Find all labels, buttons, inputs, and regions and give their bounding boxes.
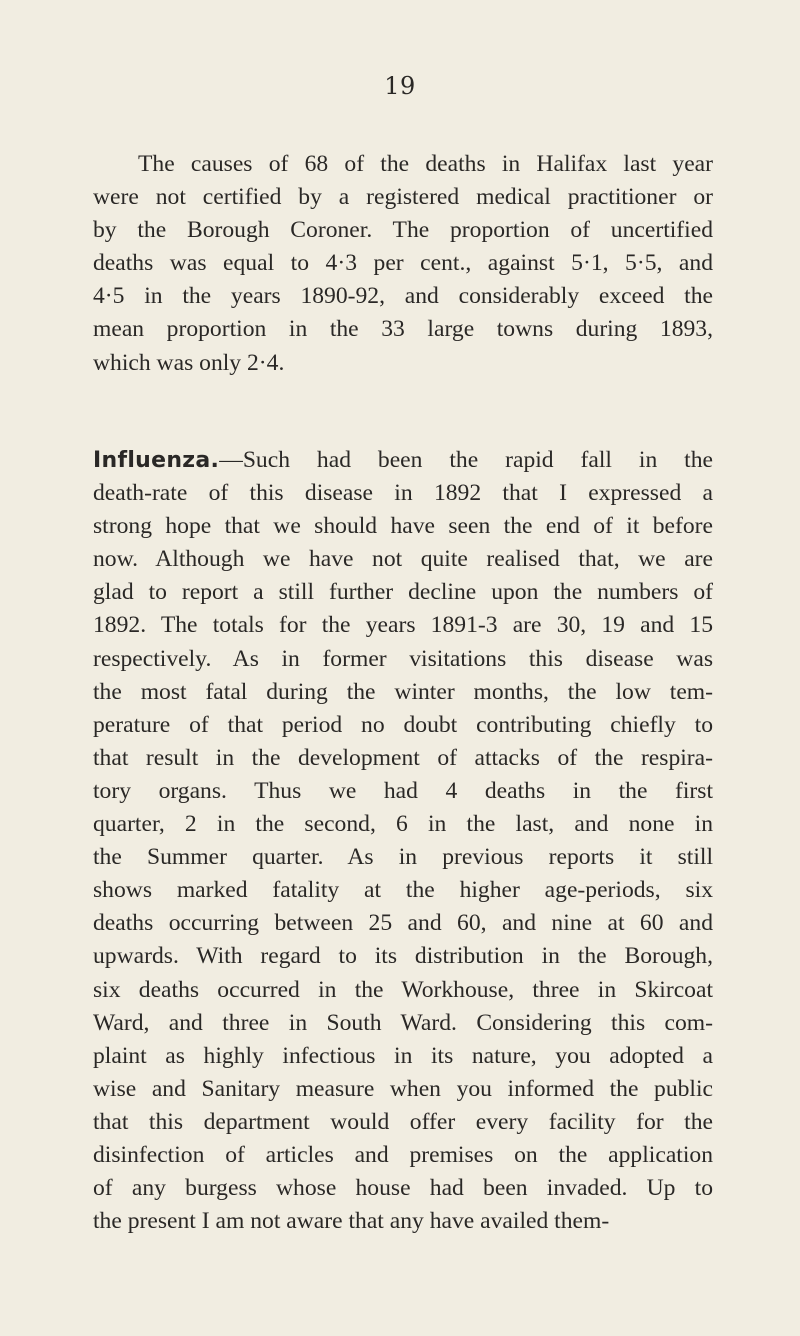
text-line: strong hope that we should have seen the end of it before [93, 513, 713, 540]
text-line: by the Borough Coroner. The proportion of uncertified [93, 217, 713, 244]
text-line: were not certified by a registered medical practitioner or [93, 184, 713, 211]
text-line: the present I am not aware that any have availed them- [93, 1208, 610, 1235]
text-line: quarter, 2 in the second, 6 in the last, and none in [93, 811, 713, 838]
text-line: glad to report a still further decline upon the numbers of [93, 579, 713, 606]
text-line: 4·5 in the years 1890-92, and considerably exceed the [93, 283, 713, 310]
text-line: of any burgess whose house had been invaded. Up to [93, 1175, 713, 1202]
text-line: deaths was equal to 4·3 per cent., against 5·1, 5·5, and [93, 250, 713, 277]
text-line: that result in the development of attacks of the respira- [93, 744, 713, 771]
heading-line-text: —Such had been the rapid fall in the [219, 447, 713, 473]
text-line: upwards. With regard to its distribution in the Borough, [93, 943, 713, 970]
text-line: that this department would offer every facility for the [93, 1108, 713, 1135]
text-line: death-rate of this disease in 1892 that I expressed a [93, 480, 713, 507]
text-line: mean proportion in the 33 large towns during 1893, [93, 316, 713, 343]
text-line: the most fatal during the winter months, the low tem- [93, 678, 713, 705]
text-line: deaths occurring between 25 and 60, and nine at 60 and [93, 910, 713, 937]
text-line: plaint as highly infectious in its nature, you adopted a [93, 1042, 713, 1069]
paragraph-influenza [93, 444, 713, 1238]
paragraph-uncertified-deaths [93, 148, 713, 380]
text-line: perature of that period no doubt contributing chiefly to [93, 711, 713, 738]
text-line: respectively. As in former visitations this disease was [93, 645, 713, 672]
page-number: 19 [384, 72, 416, 100]
text-line: Ward, and three in South Ward. Considering this com- [93, 1009, 713, 1036]
text-line: tory organs. Thus we had 4 deaths in the first [93, 777, 713, 804]
text-line [93, 444, 713, 477]
section-heading-influenza: Influenza. [93, 448, 220, 473]
text-line: wise and Sanitary measure when you informed the public [93, 1075, 713, 1102]
text-line: which was only 2·4. [93, 349, 285, 376]
text-line: 1892. The totals for the years 1891-3 are 30, 19 and 15 [93, 612, 713, 639]
text-line: now. Although we have not quite realised that, we are [93, 546, 713, 573]
text-line: disinfection of articles and premises on the application [93, 1141, 713, 1168]
text-line: shows marked fatality at the higher age-periods, six [93, 877, 713, 904]
text-line: the Summer quarter. As in previous reports it still [93, 844, 713, 871]
text-line: The causes of 68 of the deaths in Halifax last year [138, 151, 713, 177]
text-line: six deaths occurred in the Workhouse, three in Skircoat [93, 976, 713, 1003]
